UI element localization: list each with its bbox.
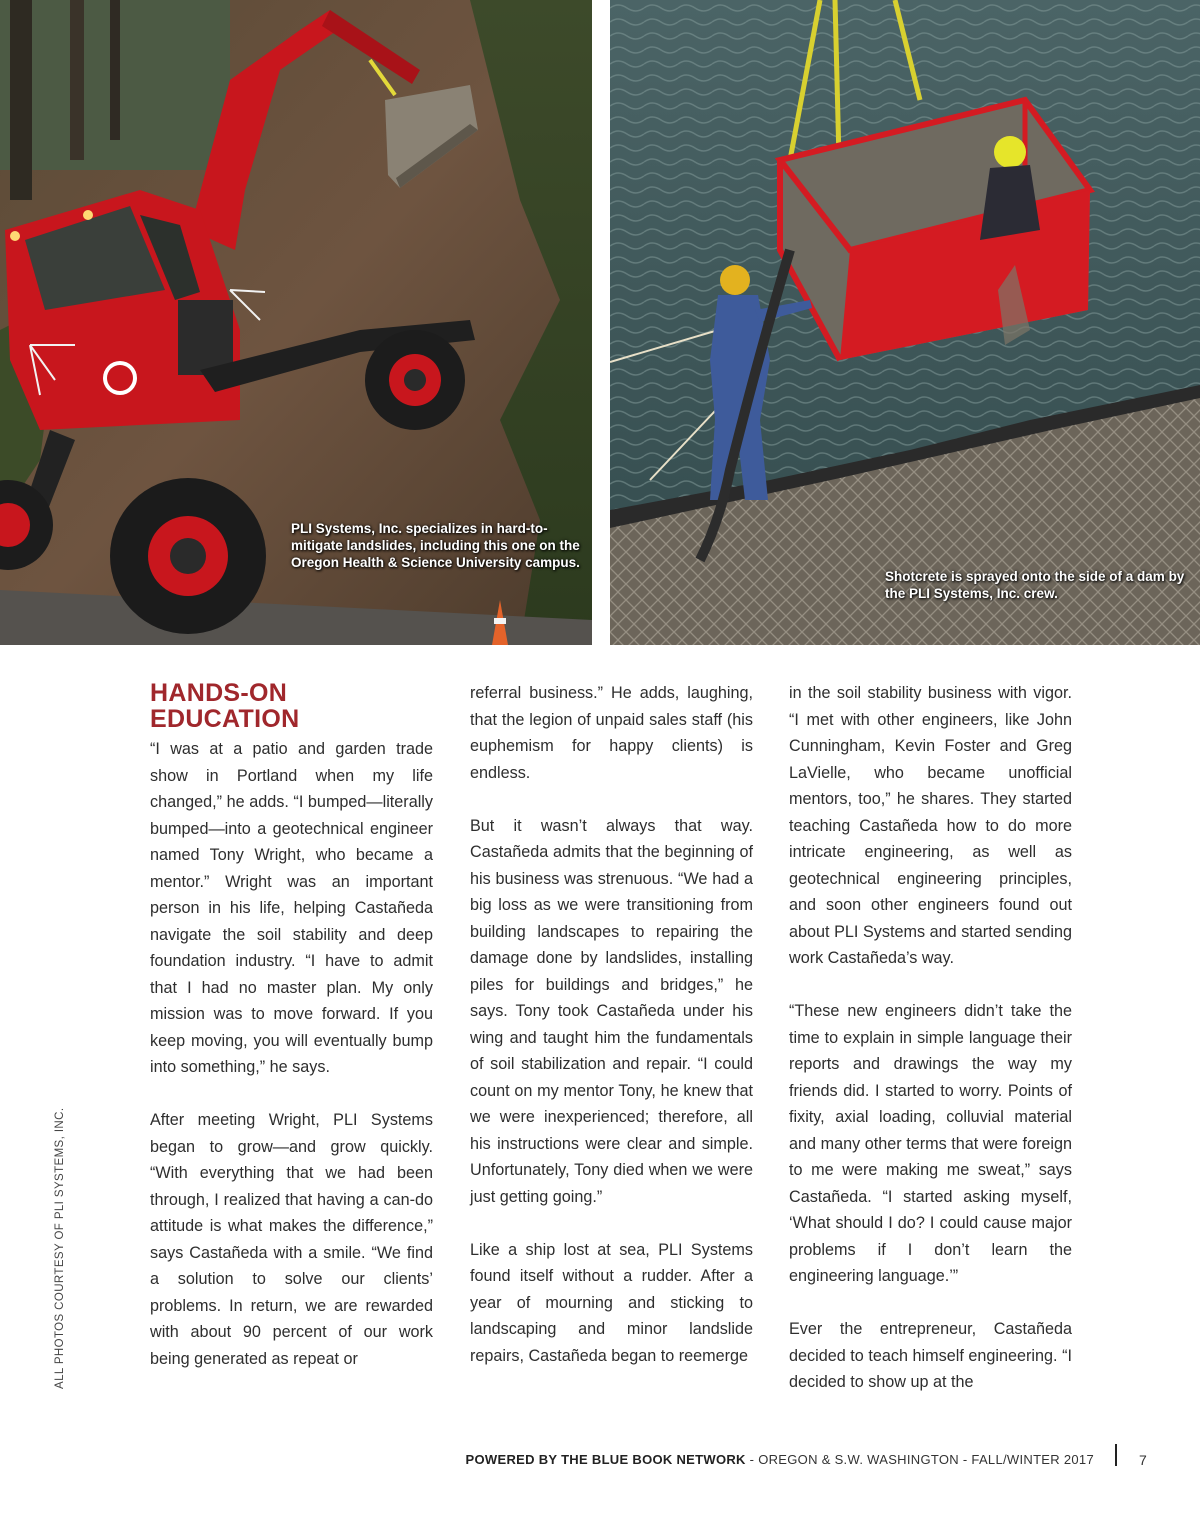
paragraph: in the soil stability business with vigor. “I met with other engineers, like John Cunningham, Kevin Foster and Greg LaVielle, who became unofficial mentors, too,” he shares. They started teaching Castañeda how to do more intricate engineering, as well as geotechnical engineering principles, and soon other engineers found out about PLI Systems and started sending work Castañeda’s way.: [789, 684, 1072, 967]
photo-dam-shotcrete: [610, 0, 1200, 645]
paragraph: After meeting Wright, PLI Systems began to grow—and grow quickly. “With everything that we had been through, I realized that having a can-do attitude is what makes the difference,” says Castañeda with a smile. “We find a solution to solve our clients’ problems. In return, we are rewarded with about 90 percent of our work being generated as repeat or: [150, 1111, 433, 1368]
section-headline: HANDS-ON EDUCATION: [150, 679, 300, 733]
article-column-3: [789, 680, 1072, 1422]
page-number: 7: [1139, 1452, 1147, 1468]
photo-credit: ALL PHOTOS COURTESY OF PLI SYSTEMS, INC.: [54, 1107, 66, 1389]
footer-divider: [1115, 1444, 1117, 1466]
paragraph: Ever the entrepreneur, Castañeda decided to teach himself engineering. “I decided to show up at the: [789, 1320, 1072, 1391]
caption-right-photo: Shotcrete is sprayed onto the side of a dam by the PLI Systems, Inc. crew.: [885, 569, 1185, 601]
article-column-1: [150, 680, 433, 1399]
caption-left-photo: PLI Systems, Inc. specializes in hard-to-mitigate landslides, including this one on the Oregon Health & Science University campus.: [291, 521, 580, 570]
paragraph: But it wasn’t always that way. Castañeda admits that the beginning of his business was strenuous. “We had a big loss as we were transitioning from building landscapes to repairing the damage done by landslides, installing piles for buildings and bridges,” he says. Tony took Castañeda under his wing and taught him the fundamentals of soil stabilization and repair. “I could count on my mentor Tony, he knew that we were inexperienced; therefore, all his instructions were clear and simple. Unfortunately, Tony died when we were just getting going.”: [470, 816, 753, 1206]
publication-line: [466, 1452, 1094, 1467]
network-name: POWERED BY THE BLUE BOOK NETWORK: [465, 1452, 746, 1467]
edition-text: - OREGON & S.W. WASHINGTON - FALL/WINTER 2017: [745, 1452, 1094, 1467]
paragraph: referral business.” He adds, laughing, that the legion of unpaid sales staff (his euphemism for happy clients) is endless.: [470, 684, 753, 782]
paragraph: “These new engineers didn’t take the time to explain in simple language their reports and drawings the way my friends did. I started to worry. Points of fixity, axial loading, colluvial material and many other terms that were foreign to me were making me sweat,” says Castañeda. “I started asking myself, ‘What should I do? I could cause major problems if I don’t learn the engineering language.’”: [789, 1002, 1072, 1285]
article-column-2: [470, 680, 753, 1396]
dam-illustration: [610, 0, 1200, 645]
paragraph: “I was at a patio and garden trade show in Portland when my life changed,” he adds. “I bumped—literally bumped—into a geotechnical engineer named Tony Wright, who became a mentor.” Wright was an important person in his life, helping Castañeda navigate the soil stability and deep foundation industry. “I have to admit that I had no master plan. My only mission was to move forward. If you keep moving, you will eventually bump into something,” he says.: [150, 740, 433, 1076]
paragraph: Like a ship lost at sea, PLI Systems found itself without a rudder. After a year of mourning and sticking to landscaping and minor landslide repairs, Castañeda began to reemerge: [470, 1240, 753, 1365]
